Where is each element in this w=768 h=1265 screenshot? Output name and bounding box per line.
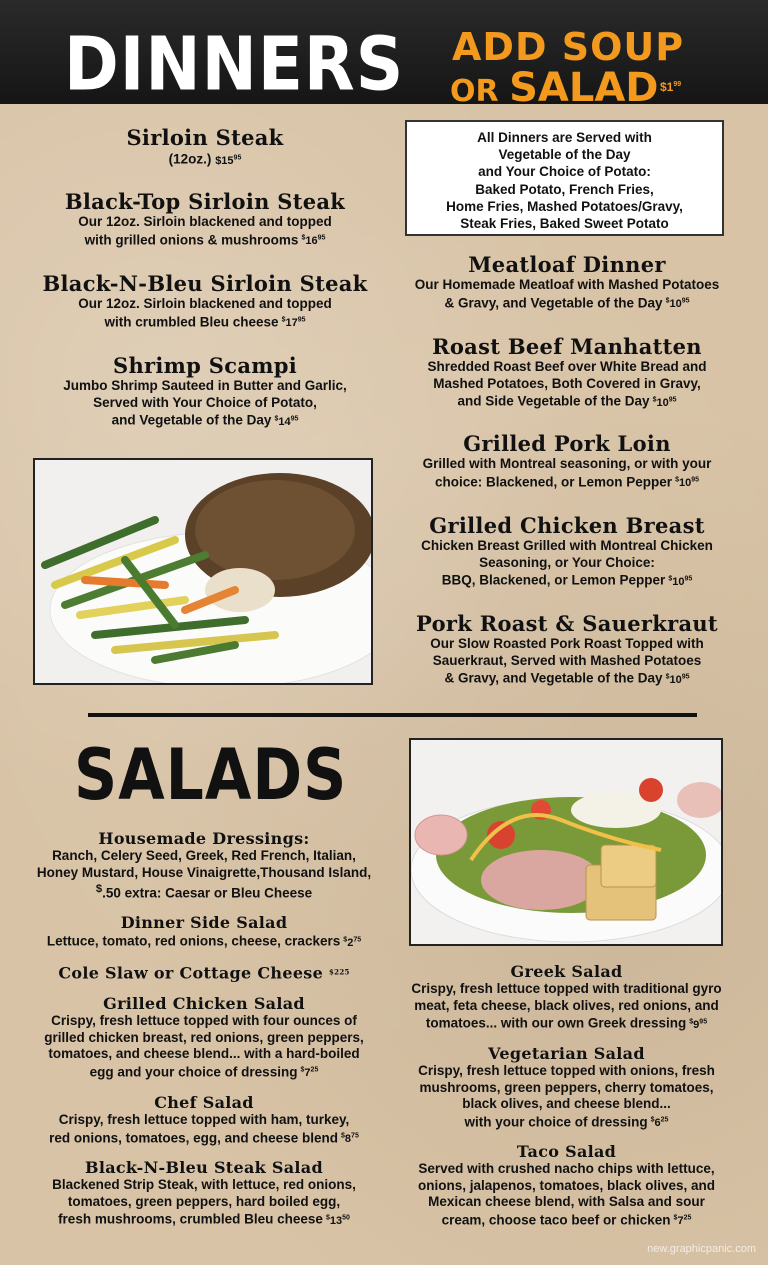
desc-line: and Side Vegetable of the Day $^{\$}10^{95}$ xyxy=(457,393,677,409)
dinner-photo xyxy=(33,458,373,685)
desc-line: choice: Blackened, or Lemon Pepper $^{\$}10^{95}$ xyxy=(434,474,700,490)
desc-line: tomatoes... with our own Greek dressing $^{\$}9^{95}$ xyxy=(425,1015,708,1031)
info-line: Home Fries, Mashed Potatoes/Gravy, xyxy=(446,198,683,214)
menu-item-black-top-sirloin xyxy=(30,190,380,250)
item-price: $^{\$}10^{95}$ xyxy=(665,673,690,686)
item-desc xyxy=(384,1161,749,1230)
item-desc xyxy=(14,1013,394,1082)
desc-line: with grilled onions & mushrooms $^{\$}16^{95}$ xyxy=(84,232,326,248)
item-title: Grilled Pork Loin xyxy=(463,431,671,456)
item-desc xyxy=(14,1112,394,1148)
salad-text: SALAD xyxy=(509,65,659,111)
info-line: and Your Choice of Potato: xyxy=(478,164,651,180)
desc-line: Served with crushed nacho chips with lettuce, xyxy=(418,1161,715,1176)
desc-line: with your choice of dressing $^{\$}6^{25}$ xyxy=(464,1114,669,1130)
info-line: All Dinners are Served with xyxy=(477,130,652,145)
desc-line: Our 12oz. Sirloin blackened and topped xyxy=(78,214,332,229)
desc-line: cream, choose taco beef or chicken $^{\$}7^{25}$ xyxy=(441,1212,692,1228)
desc-line: BBQ, Blackened, or Lemon Pepper $^{\$}10^{95}$ xyxy=(441,572,693,588)
item-price: $^{\$}7^{25}$ xyxy=(673,1214,692,1228)
desc-line: meat, feta cheese, black olives, red onions, and xyxy=(414,997,719,1013)
item-price: $^{\$}16^{95}$ xyxy=(301,234,326,248)
item-title: Cole Slaw or Cottage Cheese $^{\$225}$ xyxy=(58,963,350,983)
item-desc xyxy=(392,359,742,411)
item-price: $^{\$}2^{75}$ xyxy=(343,936,362,949)
item-price: $^{\$}13^{50}$ xyxy=(325,1214,350,1227)
desc-line: Ranch, Celery Seed, Greek, Red French, Italian, xyxy=(52,848,356,863)
item-title: Taco Salad xyxy=(516,1142,617,1161)
desc-line: Crispy, fresh lettuce topped with ham, turkey, xyxy=(58,1112,350,1127)
item-price: $225 xyxy=(328,967,350,976)
item-price: $\$15^{95}$ xyxy=(215,154,242,167)
desc-line: Served with Your Choice of Potato, xyxy=(93,394,317,410)
dressings-title: Housemade Dressings: xyxy=(98,829,310,848)
item-desc xyxy=(392,636,742,688)
item-desc xyxy=(384,1063,749,1132)
watermark: new.graphicpanic.com xyxy=(647,1243,756,1255)
soup-salad-price: $\$1^{99}$ xyxy=(660,80,682,94)
desc-line: Our Homemade Meatloaf with Mashed Potatoes xyxy=(414,277,720,292)
item-desc xyxy=(384,981,749,1033)
desc-line: Chicken Breast Grilled with Montreal Chicken xyxy=(421,538,713,553)
item-title: Dinner Side Salad xyxy=(120,913,288,932)
menu-item-meatloaf xyxy=(392,253,742,313)
desc-line: Blackened Strip Steak, with lettuce, red onions, xyxy=(52,1177,356,1192)
menu-header xyxy=(0,0,768,111)
item-price: $^{\$}9^{95}$ xyxy=(689,1018,708,1031)
desc-line: grilled chicken breast, red onions, green peppers, xyxy=(44,1029,364,1045)
item-price: $^{\$}10^{95}$ xyxy=(675,476,700,490)
menu-item-shrimp-scampi xyxy=(30,354,380,430)
salad-photo xyxy=(409,738,723,946)
add-soup-heading: ADD SOUP xyxy=(452,25,685,69)
item-desc: (12oz.) $\$15^{95}$ xyxy=(168,151,242,167)
menu-item-greek-salad xyxy=(384,962,749,1033)
desc-line: & Gravy, and Vegetable of the Day $^{\$}10^{95}$ xyxy=(444,670,690,686)
item-title: Sirloin Steak xyxy=(126,125,284,150)
info-line: Vegetable of the Day xyxy=(498,147,631,163)
item-title: Roast Beef Manhatten xyxy=(432,334,702,359)
desc-line: red onions, tomatoes, egg, and cheese blend $^{\$}8^{75}$ xyxy=(49,1130,359,1146)
item-price: $^{\$}10^{95}$ xyxy=(652,396,677,409)
item-desc xyxy=(30,296,380,332)
desc-line: Our Slow Roasted Pork Roast Topped with xyxy=(430,636,704,651)
menu-item-black-n-bleu-steak-salad xyxy=(14,1158,394,1229)
housemade-dressings xyxy=(14,829,394,902)
item-desc xyxy=(392,538,742,590)
item-title: Greek Salad xyxy=(510,962,623,981)
desc-line: Shredded Roast Beef over White Bread and xyxy=(427,359,707,374)
item-desc xyxy=(14,932,394,951)
menu-item-vegetarian-salad xyxy=(384,1044,749,1132)
item-price: $^{\$}17^{95}$ xyxy=(281,316,306,330)
desc-line: egg and your choice of dressing $^{\$}7^{25}$ xyxy=(89,1064,319,1080)
desc-line: onions, jalapenos, tomatoes, black olives, and xyxy=(417,1177,716,1193)
menu-item-pork-roast-sauerkraut xyxy=(392,612,742,688)
menu-item-sirloin-steak xyxy=(30,126,380,169)
menu-item-grilled-chicken-salad xyxy=(14,994,394,1082)
or-salad-heading xyxy=(450,65,659,111)
item-desc xyxy=(392,456,742,492)
item-price: $^{\$}14^{95}$ xyxy=(274,415,299,428)
desc-line: Crispy, fresh lettuce topped with onions, fresh xyxy=(418,1063,715,1078)
item-title: Meatloaf Dinner xyxy=(468,252,666,277)
item-price: $^{\$}7^{25}$ xyxy=(300,1066,319,1080)
desc-line: Sauerkraut, Served with Mashed Potatoes xyxy=(432,652,702,668)
item-title: Vegetarian Salad xyxy=(488,1044,645,1063)
chef-salad-image xyxy=(411,740,721,944)
dinner-sides-info-box xyxy=(405,120,724,236)
desc-line: Crispy, fresh lettuce topped with four ounces of xyxy=(51,1013,357,1028)
desc-line: with crumbled Bleu cheese $^{\$}17^{95}$ xyxy=(104,314,306,330)
desc-line: Mexican cheese blend, with Salsa and sour xyxy=(428,1194,705,1209)
item-title: Black-N-Bleu Sirloin Steak xyxy=(42,271,368,296)
desc-line: mushrooms, green peppers, cherry tomatoes, xyxy=(419,1079,714,1095)
desc-line: tomatoes, green peppers, hard boiled egg, xyxy=(67,1193,341,1209)
item-title: Grilled Chicken Salad xyxy=(103,994,305,1013)
desc-line: tomatoes, and cheese blend... with a hard-boiled xyxy=(48,1046,360,1061)
item-title: Black-N-Bleu Steak Salad xyxy=(85,1158,323,1177)
section-divider xyxy=(88,713,697,717)
item-desc xyxy=(14,1177,394,1229)
menu-item-cole-slaw xyxy=(14,962,394,985)
desc-line: and Vegetable of the Day $^{\$}14^{95}$ xyxy=(111,412,299,428)
menu-item-grilled-chicken-breast xyxy=(392,514,742,590)
desc-line: fresh mushrooms, crumbled Bleu cheese $^{\$}13^{50}$ xyxy=(58,1211,350,1227)
info-line: Steak Fries, Baked Sweet Potato xyxy=(460,216,669,232)
item-price: $^{\$}6^{25}$ xyxy=(650,1116,669,1130)
menu-item-roast-beef-manhatten xyxy=(392,335,742,411)
or-text: OR xyxy=(450,74,499,109)
desc-line: Crispy, fresh lettuce topped with traditional gyro xyxy=(411,981,722,996)
item-price: $^{\$}8^{75}$ xyxy=(341,1132,359,1146)
steak-plate-image xyxy=(35,460,371,683)
menu-item-black-n-bleu-sirloin xyxy=(30,272,380,332)
item-price: $^{\$}10^{95}$ xyxy=(668,575,693,588)
item-title: Shrimp Scampi xyxy=(112,353,298,378)
salads-heading: SALADS xyxy=(74,734,348,817)
item-desc xyxy=(30,378,380,430)
desc-line: Our 12oz. Sirloin blackened and topped xyxy=(78,296,332,311)
item-title: Grilled Chicken Breast xyxy=(429,513,705,538)
info-line: Baked Potato, French Fries, xyxy=(475,181,654,197)
item-title: Black-Top Sirloin Steak xyxy=(64,189,346,214)
item-price: $^{\$}10^{95}$ xyxy=(665,297,690,311)
desc-line: Grilled with Montreal seasoning, or with your xyxy=(422,456,712,471)
desc-line: Seasoning, or Your Choice: xyxy=(479,554,655,570)
item-desc xyxy=(392,277,742,313)
item-desc xyxy=(30,214,380,250)
desc-line: Lettuce, tomato, red onions, cheese, crackers $^{\$}2^{75}$ xyxy=(46,933,362,949)
menu-item-grilled-pork-loin xyxy=(392,432,742,492)
desc-line: & Gravy, and Vegetable of the Day $^{\$}10^{95}$ xyxy=(444,295,690,311)
menu-item-taco-salad xyxy=(384,1142,749,1230)
item-title: Chef Salad xyxy=(154,1093,254,1112)
menu-item-chef-salad xyxy=(14,1093,394,1148)
desc-line: black olives, and cheese blend... xyxy=(462,1096,671,1111)
dressings-list: Ranch, Celery Seed, Greek, Red French, Italian, Honey Mustard, House Vinaigrette,Thousand Island, $.50 extra: Caesar or Bleu Cheese xyxy=(14,848,394,902)
menu-item-dinner-side-salad xyxy=(14,913,394,951)
desc-line: Mashed Potatoes, Both Covered in Gravy, xyxy=(433,375,701,391)
desc-line: Jumbo Shrimp Sauteed in Butter and Garlic, xyxy=(63,378,347,393)
dinners-heading: DINNERS xyxy=(64,21,405,108)
desc-line: Honey Mustard, House Vinaigrette,Thousand Island, xyxy=(36,864,372,880)
item-title: Pork Roast & Sauerkraut xyxy=(416,611,718,636)
